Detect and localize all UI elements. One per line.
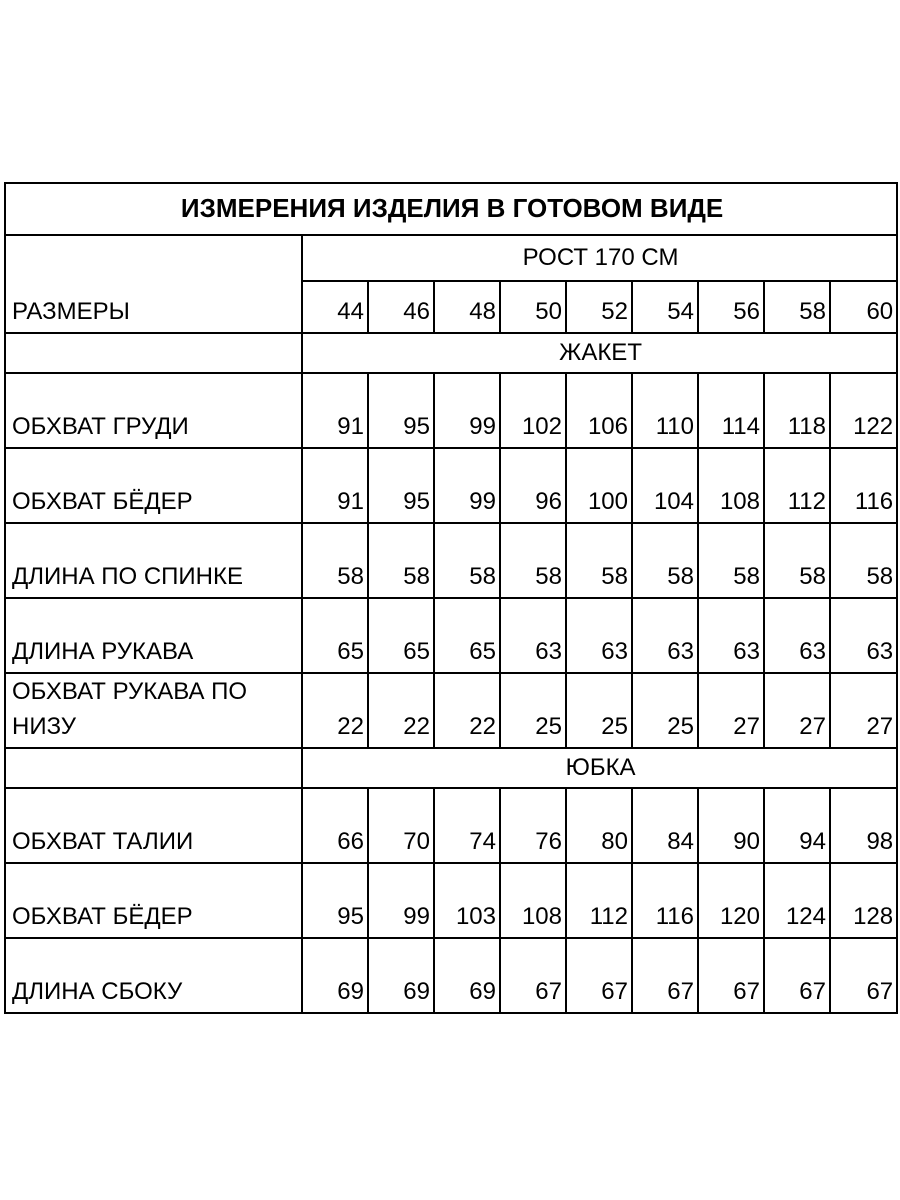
measurement-value: 112 (764, 448, 830, 523)
measurement-value: 63 (500, 598, 566, 673)
measurement-value: 99 (434, 448, 500, 523)
section-spacer (5, 748, 302, 788)
measurement-value: 95 (368, 373, 434, 448)
measurement-value: 84 (632, 788, 698, 863)
measurement-value: 67 (632, 938, 698, 1013)
skirt-section-label: ЮБКА (302, 748, 897, 788)
measurement-value: 69 (368, 938, 434, 1013)
measurement-value: 100 (566, 448, 632, 523)
measurement-value: 67 (698, 938, 764, 1013)
size-header: 54 (632, 281, 698, 333)
measurement-value: 91 (302, 448, 368, 523)
size-header: 50 (500, 281, 566, 333)
measurement-value: 67 (830, 938, 897, 1013)
measurement-value: 63 (830, 598, 897, 673)
measurement-value: 67 (566, 938, 632, 1013)
size-header: 44 (302, 281, 368, 333)
table-row (5, 863, 897, 938)
jacket-section-row (5, 333, 897, 373)
measurement-value: 122 (830, 373, 897, 448)
measurement-value: 114 (698, 373, 764, 448)
title-row (5, 183, 897, 235)
measurement-value: 94 (764, 788, 830, 863)
table-row (5, 598, 897, 673)
measurement-value: 90 (698, 788, 764, 863)
measurement-value: 128 (830, 863, 897, 938)
measurement-name: ДЛИНА ПО СПИНКЕ (5, 523, 302, 598)
measurement-name: ОБХВАТ ТАЛИИ (5, 788, 302, 863)
measurement-value: 69 (302, 938, 368, 1013)
measurement-value: 65 (434, 598, 500, 673)
table-row (5, 373, 897, 448)
measurement-value: 98 (830, 788, 897, 863)
measurement-value: 27 (830, 673, 897, 748)
size-header: 60 (830, 281, 897, 333)
measurement-value: 58 (764, 523, 830, 598)
size-header: 58 (764, 281, 830, 333)
measurement-value: 58 (698, 523, 764, 598)
measurement-name: ОБХВАТ БЁДЕР (5, 863, 302, 938)
measurement-value: 58 (632, 523, 698, 598)
measurement-value: 110 (632, 373, 698, 448)
measurement-name: ОБХВАТ ГРУДИ (5, 373, 302, 448)
size-header: 56 (698, 281, 764, 333)
measurement-value: 91 (302, 373, 368, 448)
height-label: РОСТ 170 СМ (302, 235, 897, 281)
size-header: 52 (566, 281, 632, 333)
measurement-value: 104 (632, 448, 698, 523)
measurement-value: 63 (698, 598, 764, 673)
table-row (5, 788, 897, 863)
measurement-name: ОБХВАТ РУКАВА ПО НИЗУ (5, 673, 302, 748)
jacket-section-label: ЖАКЕТ (302, 333, 897, 373)
measurement-value: 65 (302, 598, 368, 673)
measurement-value: 25 (632, 673, 698, 748)
measurement-name: ДЛИНА РУКАВА (5, 598, 302, 673)
measurement-value: 99 (368, 863, 434, 938)
measurement-value: 99 (434, 373, 500, 448)
measurement-value: 58 (830, 523, 897, 598)
measurement-value: 58 (434, 523, 500, 598)
measurement-value: 63 (566, 598, 632, 673)
measurement-value: 102 (500, 373, 566, 448)
table-row (5, 523, 897, 598)
measurement-value: 95 (302, 863, 368, 938)
measurement-value: 108 (698, 448, 764, 523)
measurement-value: 116 (632, 863, 698, 938)
measurement-value: 95 (368, 448, 434, 523)
table-row (5, 448, 897, 523)
sizes-label: РАЗМЕРЫ (5, 235, 302, 333)
measurement-value: 118 (764, 373, 830, 448)
table-row (5, 673, 897, 748)
measurement-value: 25 (566, 673, 632, 748)
measurement-value: 76 (500, 788, 566, 863)
measurement-value: 112 (566, 863, 632, 938)
measurement-value: 58 (500, 523, 566, 598)
table-row (5, 938, 897, 1013)
measurement-value: 70 (368, 788, 434, 863)
measurement-value: 66 (302, 788, 368, 863)
measurement-value: 65 (368, 598, 434, 673)
measurement-value: 27 (764, 673, 830, 748)
measurement-value: 74 (434, 788, 500, 863)
measurement-value: 67 (764, 938, 830, 1013)
measurement-value: 69 (434, 938, 500, 1013)
measurement-value: 124 (764, 863, 830, 938)
height-row (5, 235, 897, 281)
measurement-value: 67 (500, 938, 566, 1013)
measurement-value: 63 (764, 598, 830, 673)
measurement-value: 22 (368, 673, 434, 748)
measurement-value: 80 (566, 788, 632, 863)
table-title: ИЗМЕРЕНИЯ ИЗДЕЛИЯ В ГОТОВОМ ВИДЕ (5, 183, 897, 235)
measurement-name: ДЛИНА СБОКУ (5, 938, 302, 1013)
size-chart-table (4, 182, 898, 1014)
measurement-value: 63 (632, 598, 698, 673)
measurement-value: 120 (698, 863, 764, 938)
measurement-value: 103 (434, 863, 500, 938)
measurement-name: ОБХВАТ БЁДЕР (5, 448, 302, 523)
skirt-section-row (5, 748, 897, 788)
size-header: 48 (434, 281, 500, 333)
measurement-value: 58 (302, 523, 368, 598)
size-header: 46 (368, 281, 434, 333)
measurement-value: 27 (698, 673, 764, 748)
measurement-value: 96 (500, 448, 566, 523)
measurement-value: 106 (566, 373, 632, 448)
measurement-value: 58 (368, 523, 434, 598)
section-spacer (5, 333, 302, 373)
measurement-value: 22 (302, 673, 368, 748)
measurement-value: 25 (500, 673, 566, 748)
measurement-value: 108 (500, 863, 566, 938)
measurement-value: 22 (434, 673, 500, 748)
measurement-value: 116 (830, 448, 897, 523)
measurement-value: 58 (566, 523, 632, 598)
